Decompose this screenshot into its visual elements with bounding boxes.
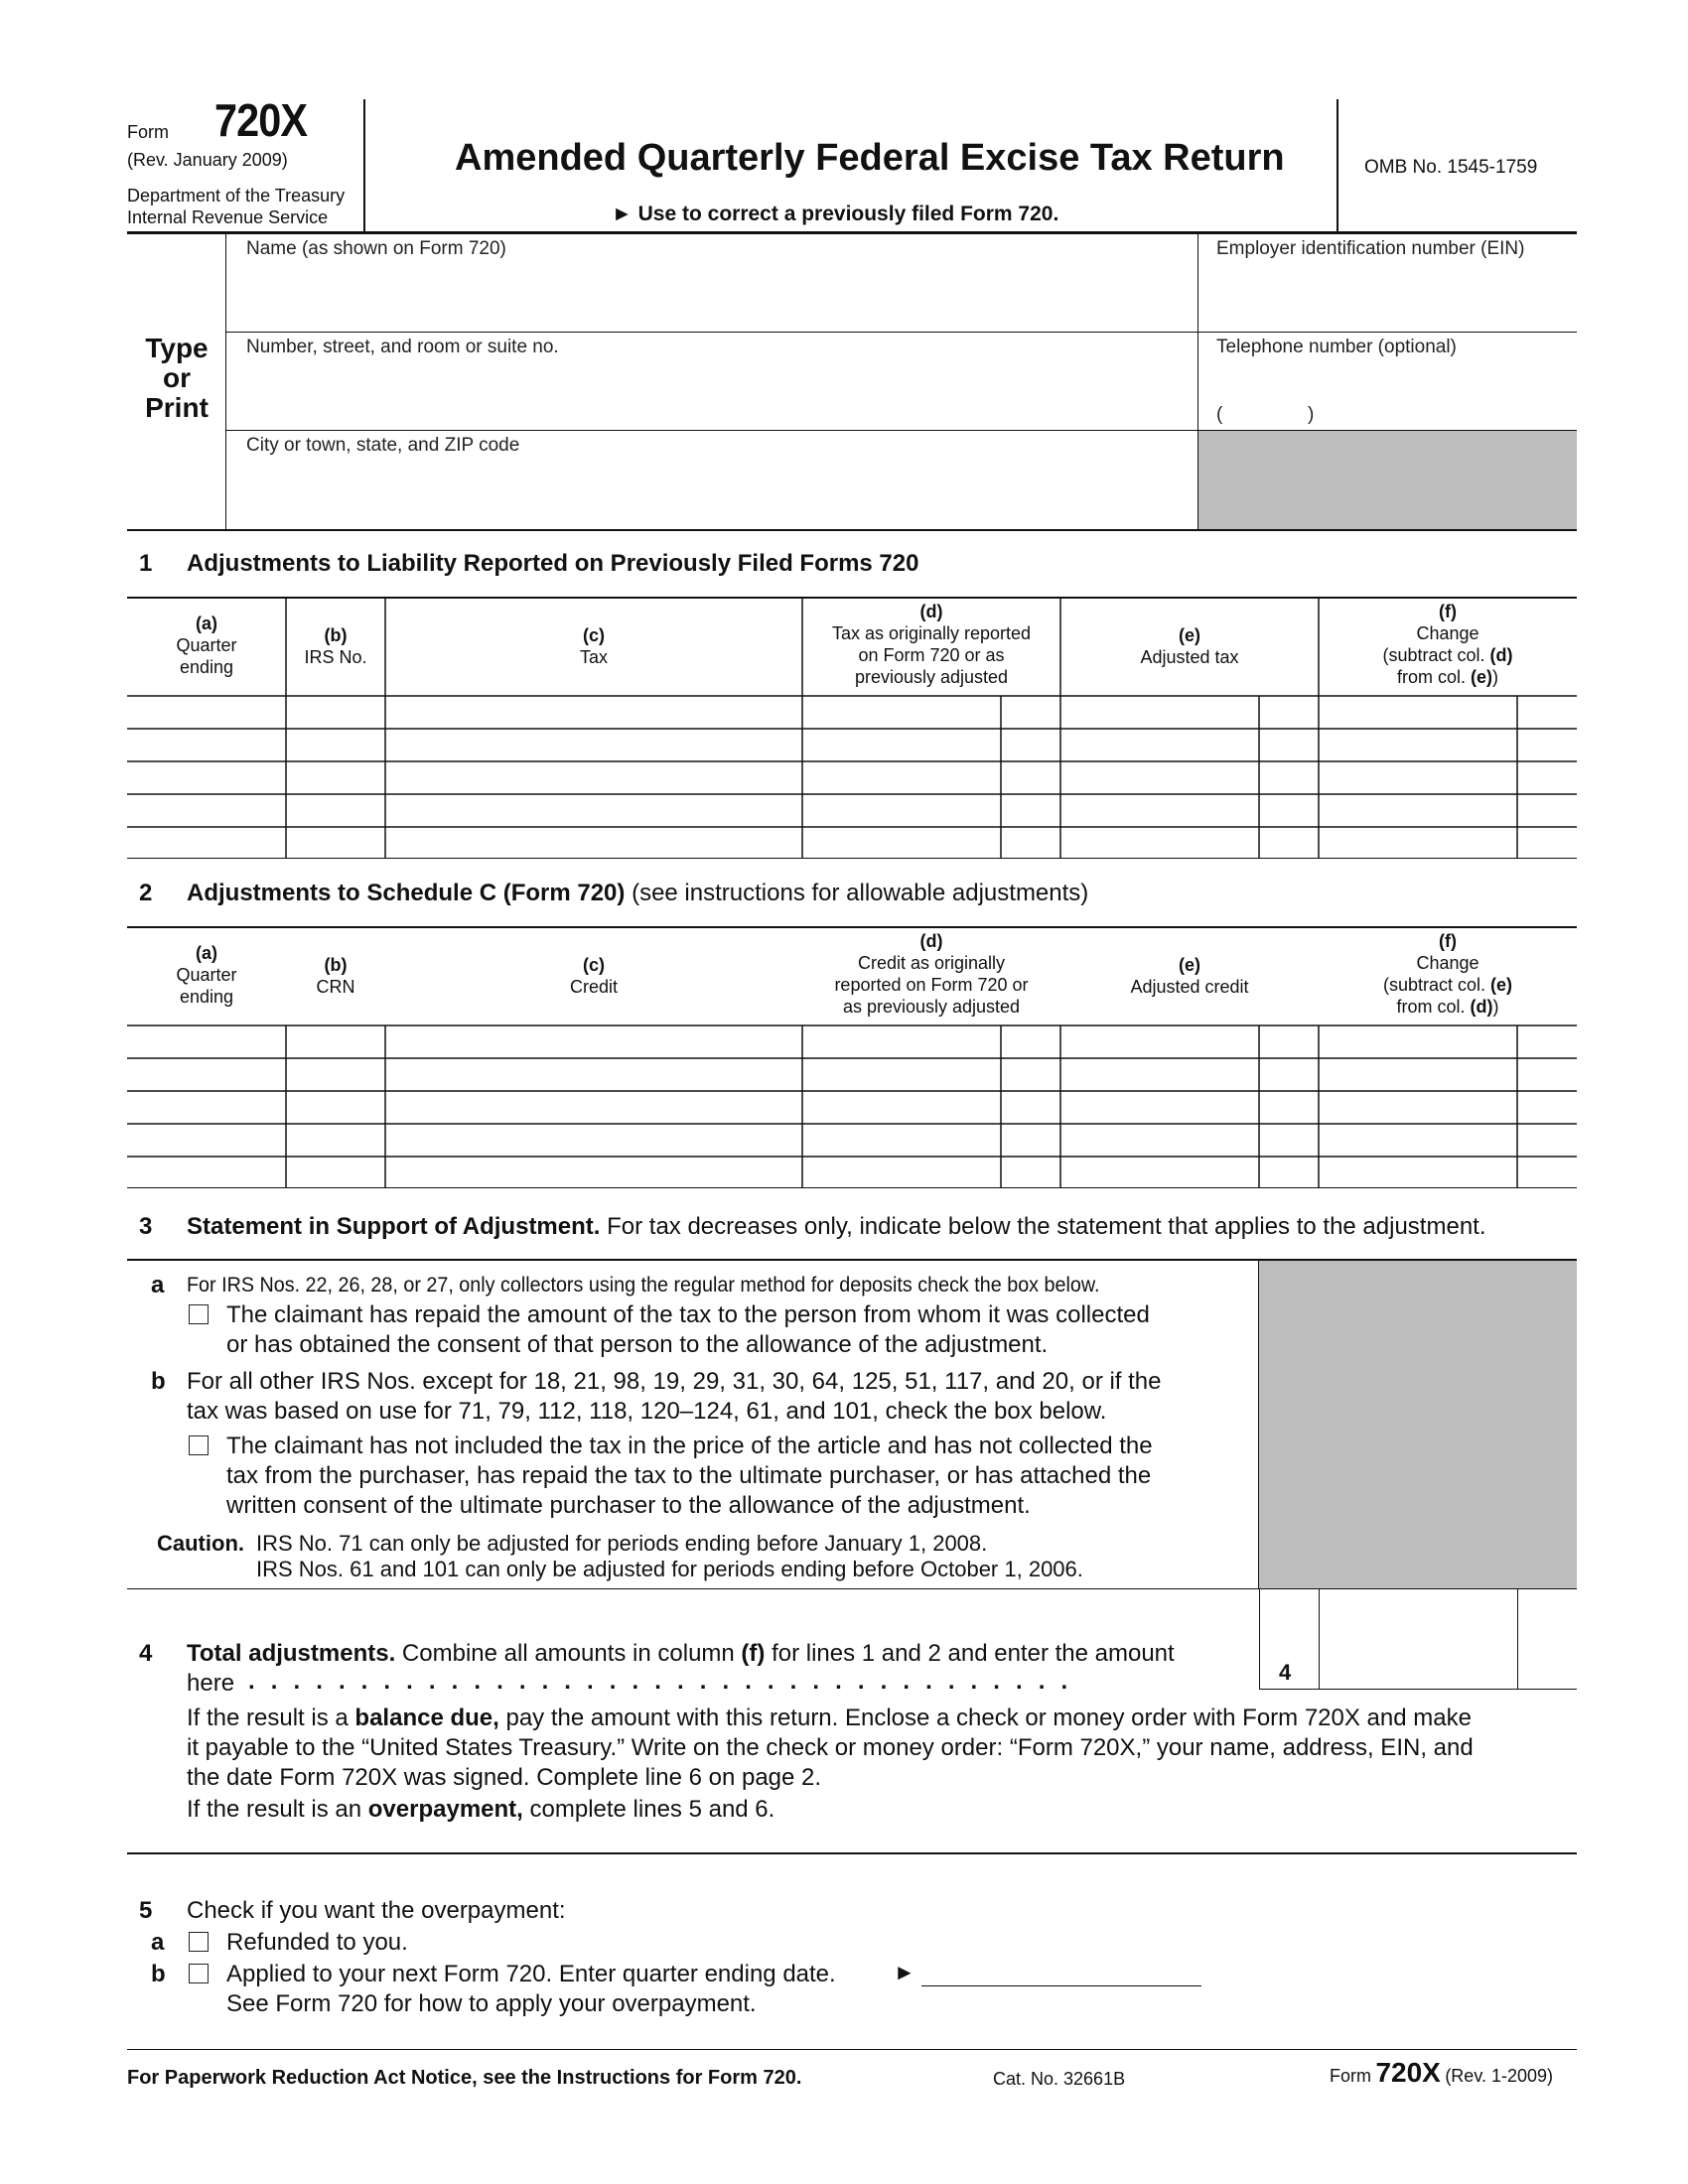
s1-col-e-letter: (e): [1179, 625, 1200, 645]
s4-box-label: 4: [1279, 1660, 1292, 1685]
s3-b-check-line2: tax from the purchaser, has repaid the tax to the ultimate purchaser, or has attached the: [226, 1462, 1152, 1489]
s2-col-b-letter: (b): [324, 955, 348, 975]
street-field[interactable]: [226, 333, 1197, 431]
type-or-print-label: [127, 334, 226, 423]
footer-form-word: Form: [1330, 2066, 1371, 2086]
s4-balance-line2: it payable to the “United States Treasury.” Write on the check or money order: “Form 720X,” your name, address, EIN, and: [187, 1734, 1474, 1761]
header-divider-right: [1336, 99, 1338, 232]
section3-number: 3: [139, 1213, 153, 1240]
footer-rev: (Rev. 1-2009): [1445, 2066, 1554, 2086]
form-title: Amended Quarterly Federal Excise Tax Return: [455, 137, 1285, 179]
phone-label: Telephone number (optional): [1216, 337, 1457, 357]
department: Department of the Treasury: [127, 186, 346, 205]
footer-notice: For Paperwork Reduction Act Notice, see the Instructions for Form 720.: [127, 2067, 802, 2089]
s1-col-d-line2: on Form 720 or as: [858, 645, 1005, 665]
s2-col-e-letter: (e): [1179, 955, 1200, 975]
footer-form-id: [1330, 2057, 1553, 2089]
subtitle-text: Use to correct a previously filed Form 720.: [637, 203, 1059, 225]
s4-amount-field[interactable]: [1320, 1588, 1517, 1688]
s1-col-f-line3: from col. (e)): [1396, 667, 1498, 687]
s3-shade-border: [1258, 1261, 1259, 1588]
s3-caution-label: Caution.: [157, 1531, 244, 1556]
s3-a-checkbox[interactable]: [189, 1304, 209, 1324]
name-label: Name (as shown on Form 720): [246, 238, 506, 259]
shaded-area-s3: [1259, 1261, 1577, 1588]
s3-a-letter: a: [151, 1272, 165, 1298]
footer-rule: [127, 2049, 1577, 2050]
city-field[interactable]: [226, 431, 1197, 529]
s5-b-letter: b: [151, 1961, 166, 1987]
section2-title: Adjustments to Schedule C (Form 720): [187, 880, 626, 906]
s4-box-left: [1259, 1588, 1260, 1690]
city-label: City or town, state, and ZIP code: [246, 435, 520, 456]
s3-caution-line1: IRS No. 71 can only be adjusted for periods ending before January 1, 2008.: [256, 1531, 988, 1556]
section2-table: [127, 926, 1577, 1188]
s1-col-d-line3: previously adjusted: [854, 667, 1009, 687]
section2-title-row: [187, 880, 1088, 907]
footer-cat: Cat. No. 32661B: [993, 2069, 1126, 2089]
s5-a-text: Refunded to you.: [226, 1929, 408, 1956]
s3-a-text: For IRS Nos. 22, 26, 28, or 27, only collectors using the regular method for deposits check the box below.: [187, 1274, 1100, 1297]
s3-b-check-line1: The claimant has not included the tax in the price of the article and has not collected the: [226, 1433, 1153, 1459]
phone-field[interactable]: [1198, 333, 1577, 431]
omb-number: OMB No. 1545-1759: [1364, 157, 1538, 178]
name-field[interactable]: [226, 234, 1197, 333]
s3-a-check-line1: The claimant has repaid the amount of the tax to the person from whom it was collected: [226, 1301, 1150, 1328]
s5-a-checkbox[interactable]: [189, 1932, 209, 1952]
phone-paren-close: ): [1308, 404, 1315, 425]
s1-col-a-letter: (a): [196, 614, 217, 633]
section3-title-note: For tax decreases only, indicate below the statement that applies to the adjustment.: [607, 1213, 1486, 1240]
quarter-ending-date-field[interactable]: [921, 1956, 1201, 1986]
s1-col-b-line1: IRS No.: [304, 647, 367, 667]
s2-col-c-line1: Credit: [569, 977, 618, 997]
s4-cents-field[interactable]: [1518, 1588, 1577, 1688]
section2-number: 2: [139, 880, 153, 906]
s2-grid: [127, 926, 1577, 1188]
s5-b-text2: See Form 720 for how to apply your overpayment.: [226, 1990, 757, 2017]
s3-a-check-line2: or has obtained the consent of that person to the allowance of the adjustment.: [226, 1331, 1049, 1358]
footer-form-number: 720X: [1375, 2057, 1441, 2088]
s1-col-f-letter: (f): [1439, 602, 1457, 621]
s5-a-letter: a: [151, 1929, 165, 1956]
s1-col-c-line1: Tax: [579, 647, 608, 667]
s4-balance-pre: If the result is a: [187, 1705, 349, 1731]
s1-col-b-letter: (b): [324, 625, 348, 645]
section4-number: 4: [139, 1640, 153, 1667]
s2-col-d-line1: Credit as originally: [857, 953, 1006, 973]
section5-title: Check if you want the overpayment:: [187, 1897, 566, 1924]
s2-col-a-letter: (a): [196, 943, 217, 963]
section1-table: [127, 597, 1577, 859]
s1-col-a-line2: ending: [179, 657, 234, 677]
s2-col-a-line2: ending: [179, 987, 234, 1007]
s3-b-line1: For all other IRS Nos. except for 18, 21, 98, 19, 29, 31, 30, 64, 125, 51, 117, and 20, or if the: [187, 1368, 1162, 1395]
s4-balance-line3: the date Form 720X was signed. Complete line 6 on page 2.: [187, 1764, 822, 1791]
s2-col-d-line2: reported on Form 720 or: [834, 975, 1029, 995]
s3-b-checkbox[interactable]: [189, 1435, 209, 1455]
phone-paren-open: (: [1216, 404, 1223, 425]
s4-balance-line1: [187, 1704, 1472, 1733]
shaded-area-id: [1198, 431, 1577, 529]
ein-label: Employer identification number (EIN): [1216, 238, 1525, 259]
section4-dots: . . . . . . . . . . . . . . . . . . . . . . . . . . . . . . . . . . . . .: [248, 1668, 1072, 1695]
section3-title: Statement in Support of Adjustment.: [187, 1213, 601, 1240]
section1-title: Adjustments to Liability Reported on Previously Filed Forms 720: [187, 550, 919, 577]
s2-col-d-letter: (d): [919, 931, 943, 951]
section4-title: Total adjustments.: [187, 1640, 396, 1667]
section2-title-note: (see instructions for allowable adjustments): [632, 880, 1089, 906]
s3-b-line2: tax was based on use for 71, 79, 112, 118, 120–124, 61, and 101, check the box below.: [187, 1398, 1107, 1425]
section4-text1: Combine all amounts in column: [401, 1640, 735, 1667]
s3-b-letter: b: [151, 1368, 166, 1395]
form-word: Form: [127, 122, 169, 142]
s1-grid: [127, 597, 1577, 859]
street-label: Number, street, and room or suite no.: [246, 337, 559, 357]
form-subtitle: [612, 203, 1058, 226]
s1-col-d-letter: (d): [919, 602, 943, 621]
arrow-right-icon: ►: [612, 203, 633, 225]
or-label: or: [163, 362, 191, 393]
s1-col-c-letter: (c): [583, 625, 605, 645]
s2-col-f-line1: Change: [1416, 953, 1479, 973]
s2-col-f-line2: (subtract col. (e): [1382, 975, 1513, 995]
s4-balance-bold: balance due,: [354, 1705, 499, 1731]
section4-here: here: [187, 1670, 235, 1697]
s4-over-bold: overpayment,: [367, 1796, 523, 1823]
s4-balance-text: pay the amount with this return. Enclose a check or money order with Form 720X and make: [505, 1705, 1472, 1731]
print-label: Print: [145, 392, 209, 423]
section5-number: 5: [139, 1897, 153, 1924]
revision: (Rev. January 2009): [127, 150, 288, 170]
s2-col-f-line3: from col. (d)): [1396, 997, 1499, 1017]
section4-title-row: [187, 1640, 1175, 1668]
ein-field[interactable]: [1198, 234, 1577, 333]
s2-col-b-line1: CRN: [316, 977, 355, 997]
s5-b-text: Applied to your next Form 720. Enter quarter ending date.: [226, 1961, 836, 1987]
s1-col-d-line1: Tax as originally reported: [831, 623, 1032, 643]
s1-col-a-line1: Quarter: [176, 635, 237, 655]
s4-over-post: complete lines 5 and 6.: [529, 1796, 775, 1823]
s4-box-bottom: [1259, 1689, 1577, 1690]
form-number: 720X: [214, 94, 308, 146]
s1-col-e-line1: Adjusted tax: [1140, 647, 1239, 667]
section3-title-row: [187, 1213, 1486, 1241]
type-label: Type: [145, 333, 209, 363]
id-bottom-rule: [127, 529, 1577, 531]
s4-over-line: [187, 1795, 774, 1825]
s3-caution-line2: IRS Nos. 61 and 101 can only be adjusted for periods ending before October 1, 2006.: [256, 1557, 1083, 1581]
s2-col-c-letter: (c): [583, 955, 605, 975]
s2-col-a-line1: Quarter: [176, 965, 237, 985]
section1-number: 1: [139, 550, 153, 577]
s2-col-d-line3: as previously adjusted: [842, 997, 1021, 1017]
s5-b-checkbox[interactable]: [189, 1964, 209, 1983]
s4-bottom-rule: [127, 1852, 1577, 1854]
form-page: [127, 0, 1577, 2184]
service: Internal Revenue Service: [127, 207, 329, 227]
s1-col-f-line2: (subtract col. (d): [1382, 645, 1513, 665]
s4-over-pre: If the result is an: [187, 1796, 362, 1823]
s2-col-e-line1: Adjusted credit: [1130, 977, 1249, 997]
header-divider-left: [363, 99, 365, 232]
s2-col-f-letter: (f): [1439, 931, 1457, 951]
section4-col-ref: (f): [741, 1640, 766, 1667]
s1-col-f-line1: Change: [1416, 623, 1479, 643]
section4-text2: for lines 1 and 2 and enter the amount: [772, 1640, 1175, 1667]
arrow-right-icon: ►: [894, 1960, 915, 1984]
s3-b-check-line3: written consent of the ultimate purchaser to the allowance of the adjustment.: [226, 1492, 1031, 1519]
